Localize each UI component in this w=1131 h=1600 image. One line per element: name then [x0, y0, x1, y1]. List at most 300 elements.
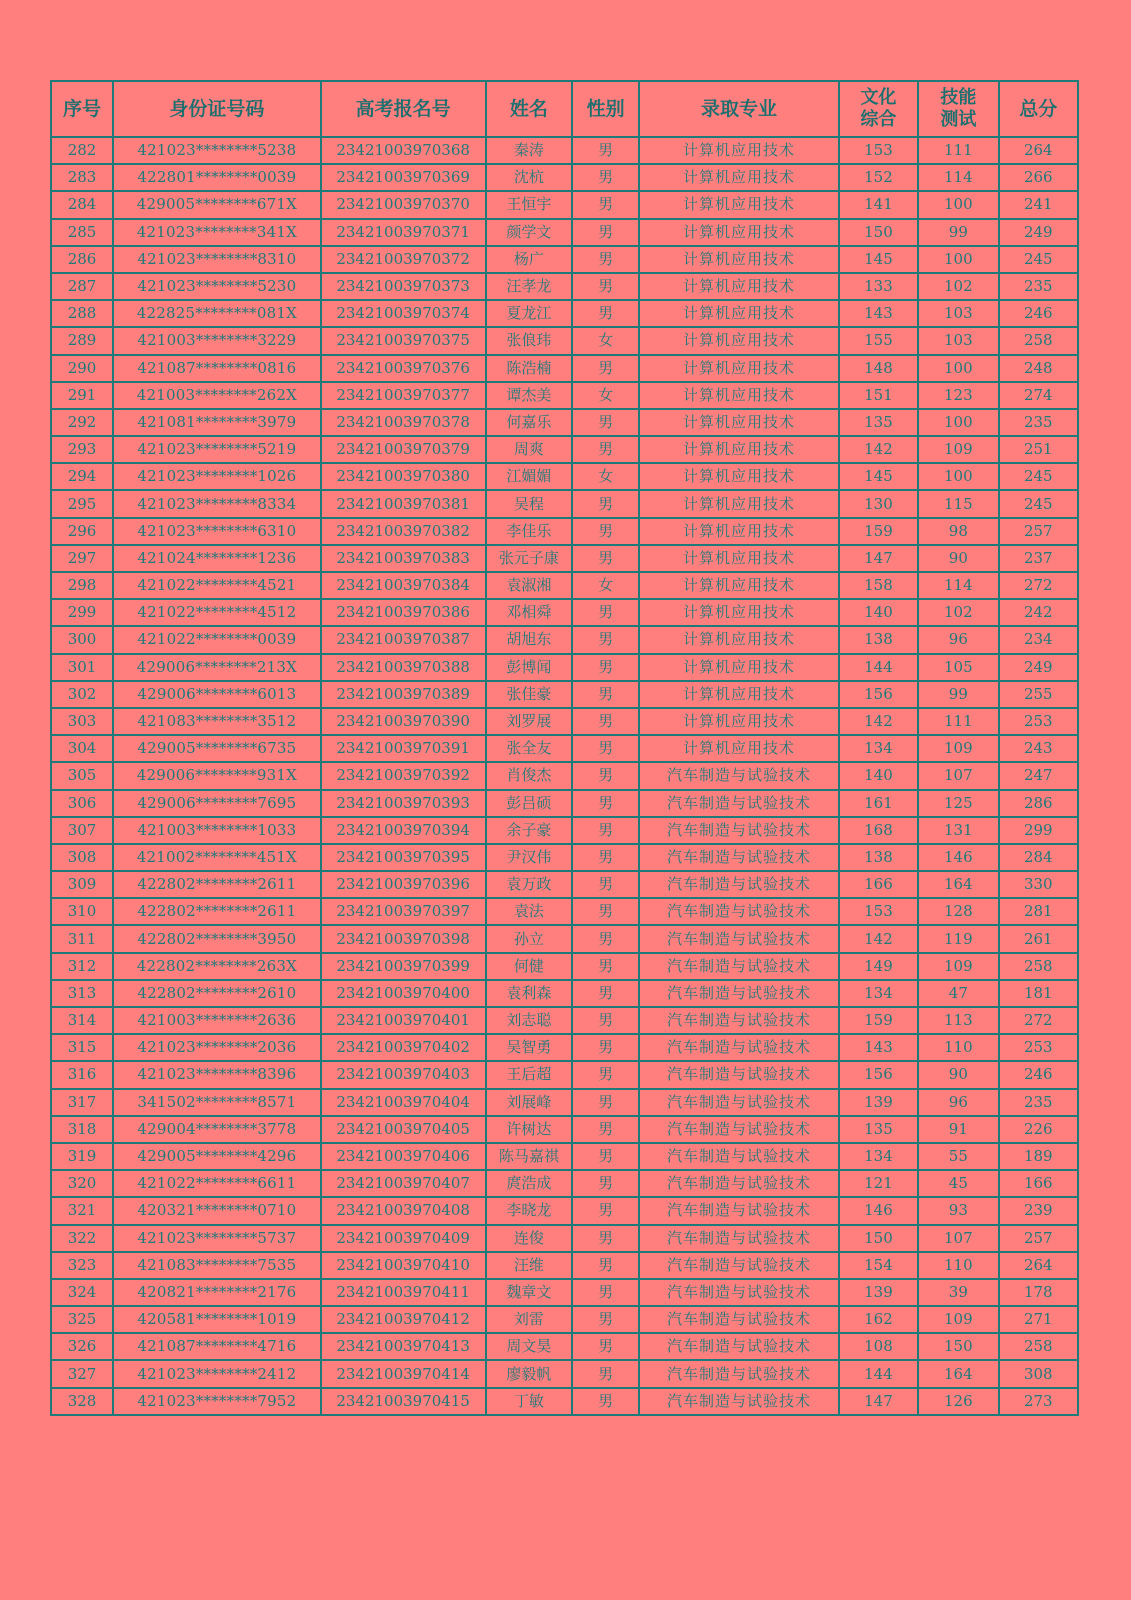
- table-row: [51, 871, 1078, 898]
- cell-id-number: 421003********1033: [113, 817, 321, 844]
- cell-id-number: 421003********262X: [113, 382, 321, 409]
- cell-culture-score: 138: [839, 626, 918, 653]
- table-row: [51, 1143, 1078, 1170]
- cell-total-score: 258: [999, 1333, 1078, 1360]
- cell-admitted-major: 计算机应用技术: [639, 409, 838, 436]
- cell-gender: 男: [572, 1170, 639, 1197]
- cell-gender: 男: [572, 1116, 639, 1143]
- cell-serial: 303: [51, 708, 113, 735]
- cell-skill-test: 100: [918, 191, 998, 218]
- cell-total-score: 235: [999, 1089, 1078, 1116]
- cell-id-number: 429004********3778: [113, 1116, 321, 1143]
- cell-culture-score: 138: [839, 844, 918, 871]
- cell-gender: 男: [572, 1089, 639, 1116]
- cell-name: 尹汉伟: [486, 844, 573, 871]
- cell-serial: 290: [51, 355, 113, 382]
- cell-name: 王后超: [486, 1061, 573, 1088]
- cell-gender: 女: [572, 382, 639, 409]
- cell-culture-score: 156: [839, 1061, 918, 1088]
- cell-name: 胡旭东: [486, 626, 573, 653]
- cell-total-score: 242: [999, 599, 1078, 626]
- cell-serial: 285: [51, 219, 113, 246]
- cell-gender: 男: [572, 1279, 639, 1306]
- cell-name: 秦涛: [486, 137, 573, 164]
- cell-skill-test: 113: [918, 1007, 998, 1034]
- cell-id-number: 421023********1026: [113, 463, 321, 490]
- cell-skill-test: 128: [918, 898, 998, 925]
- header-name: 姓名: [486, 81, 573, 137]
- cell-total-score: 249: [999, 219, 1078, 246]
- cell-total-score: 243: [999, 735, 1078, 762]
- cell-culture-score: 142: [839, 708, 918, 735]
- cell-name: 庹浩成: [486, 1170, 573, 1197]
- cell-culture-score: 159: [839, 1007, 918, 1034]
- table-row: [51, 490, 1078, 517]
- cell-name: 何嘉乐: [486, 409, 573, 436]
- cell-name: 彭吕硕: [486, 790, 573, 817]
- header-admitted-major: 录取专业: [639, 81, 838, 137]
- cell-admitted-major: 汽车制造与试验技术: [639, 1034, 838, 1061]
- cell-name: 谭杰美: [486, 382, 573, 409]
- cell-gender: 女: [572, 572, 639, 599]
- cell-culture-score: 145: [839, 246, 918, 273]
- cell-id-number: 422802********263X: [113, 953, 321, 980]
- cell-exam-registration-number: 23421003970410: [321, 1252, 486, 1279]
- cell-serial: 294: [51, 463, 113, 490]
- table-row: [51, 1333, 1078, 1360]
- cell-serial: 322: [51, 1225, 113, 1252]
- cell-total-score: 253: [999, 1034, 1078, 1061]
- cell-id-number: 420821********2176: [113, 1279, 321, 1306]
- cell-skill-test: 47: [918, 980, 998, 1007]
- cell-exam-registration-number: 23421003970378: [321, 409, 486, 436]
- cell-exam-registration-number: 23421003970412: [321, 1306, 486, 1333]
- cell-admitted-major: 计算机应用技术: [639, 599, 838, 626]
- cell-culture-score: 145: [839, 463, 918, 490]
- cell-skill-test: 150: [918, 1333, 998, 1360]
- cell-gender: 男: [572, 681, 639, 708]
- cell-name: 刘雷: [486, 1306, 573, 1333]
- cell-serial: 300: [51, 626, 113, 653]
- cell-exam-registration-number: 23421003970413: [321, 1333, 486, 1360]
- cell-serial: 299: [51, 599, 113, 626]
- cell-admitted-major: 汽车制造与试验技术: [639, 1170, 838, 1197]
- cell-total-score: 245: [999, 463, 1078, 490]
- cell-name: 魏章文: [486, 1279, 573, 1306]
- cell-id-number: 421083********3512: [113, 708, 321, 735]
- table-row: [51, 1388, 1078, 1415]
- cell-skill-test: 164: [918, 871, 998, 898]
- cell-total-score: 257: [999, 1225, 1078, 1252]
- cell-exam-registration-number: 23421003970399: [321, 953, 486, 980]
- cell-skill-test: 111: [918, 708, 998, 735]
- cell-admitted-major: 汽车制造与试验技术: [639, 1279, 838, 1306]
- cell-gender: 男: [572, 626, 639, 653]
- cell-name: 夏龙江: [486, 300, 573, 327]
- cell-serial: 284: [51, 191, 113, 218]
- cell-serial: 317: [51, 1089, 113, 1116]
- header-id-number: 身份证号码: [113, 81, 321, 137]
- cell-id-number: 421002********451X: [113, 844, 321, 871]
- cell-culture-score: 144: [839, 1360, 918, 1387]
- cell-admitted-major: 计算机应用技术: [639, 137, 838, 164]
- cell-skill-test: 91: [918, 1116, 998, 1143]
- cell-serial: 295: [51, 490, 113, 517]
- cell-total-score: 330: [999, 871, 1078, 898]
- cell-admitted-major: 计算机应用技术: [639, 436, 838, 463]
- cell-culture-score: 143: [839, 300, 918, 327]
- cell-name: 李佳乐: [486, 518, 573, 545]
- cell-admitted-major: 计算机应用技术: [639, 572, 838, 599]
- cell-gender: 男: [572, 708, 639, 735]
- cell-serial: 304: [51, 735, 113, 762]
- table-row: [51, 1225, 1078, 1252]
- cell-total-score: 253: [999, 708, 1078, 735]
- cell-gender: 男: [572, 871, 639, 898]
- cell-total-score: 273: [999, 1388, 1078, 1415]
- cell-id-number: 421023********7952: [113, 1388, 321, 1415]
- cell-id-number: 429005********671X: [113, 191, 321, 218]
- cell-exam-registration-number: 23421003970377: [321, 382, 486, 409]
- cell-skill-test: 109: [918, 1306, 998, 1333]
- cell-name: 汪维: [486, 1252, 573, 1279]
- cell-name: 王恒宇: [486, 191, 573, 218]
- cell-serial: 287: [51, 273, 113, 300]
- cell-id-number: 422825********081X: [113, 300, 321, 327]
- cell-culture-score: 155: [839, 327, 918, 354]
- cell-admitted-major: 汽车制造与试验技术: [639, 817, 838, 844]
- table-row: [51, 817, 1078, 844]
- cell-exam-registration-number: 23421003970371: [321, 219, 486, 246]
- cell-id-number: 429006********6013: [113, 681, 321, 708]
- cell-gender: 男: [572, 1333, 639, 1360]
- cell-name: 周爽: [486, 436, 573, 463]
- cell-culture-score: 147: [839, 545, 918, 572]
- cell-admitted-major: 计算机应用技术: [639, 219, 838, 246]
- cell-serial: 292: [51, 409, 113, 436]
- cell-total-score: 247: [999, 762, 1078, 789]
- cell-exam-registration-number: 23421003970415: [321, 1388, 486, 1415]
- cell-name: 周文昊: [486, 1333, 573, 1360]
- cell-culture-score: 142: [839, 436, 918, 463]
- cell-id-number: 421022********4512: [113, 599, 321, 626]
- cell-exam-registration-number: 23421003970368: [321, 137, 486, 164]
- cell-total-score: 271: [999, 1306, 1078, 1333]
- cell-serial: 315: [51, 1034, 113, 1061]
- cell-gender: 男: [572, 925, 639, 952]
- header-gender: 性别: [572, 81, 639, 137]
- cell-gender: 男: [572, 844, 639, 871]
- cell-exam-registration-number: 23421003970408: [321, 1197, 486, 1224]
- cell-admitted-major: 汽车制造与试验技术: [639, 762, 838, 789]
- cell-total-score: 281: [999, 898, 1078, 925]
- cell-exam-registration-number: 23421003970376: [321, 355, 486, 382]
- cell-total-score: 166: [999, 1170, 1078, 1197]
- cell-name: 袁利森: [486, 980, 573, 1007]
- cell-total-score: 266: [999, 164, 1078, 191]
- cell-skill-test: 100: [918, 409, 998, 436]
- table-row: [51, 599, 1078, 626]
- cell-admitted-major: 汽车制造与试验技术: [639, 1252, 838, 1279]
- table-row: [51, 1116, 1078, 1143]
- table-row: [51, 1252, 1078, 1279]
- cell-id-number: 420321********0710: [113, 1197, 321, 1224]
- cell-name: 邓相舜: [486, 599, 573, 626]
- cell-exam-registration-number: 23421003970391: [321, 735, 486, 762]
- table-row: [51, 953, 1078, 980]
- table-row: [51, 191, 1078, 218]
- cell-exam-registration-number: 23421003970381: [321, 490, 486, 517]
- cell-culture-score: 150: [839, 1225, 918, 1252]
- cell-name: 连俊: [486, 1225, 573, 1252]
- cell-serial: 313: [51, 980, 113, 1007]
- cell-skill-test: 100: [918, 355, 998, 382]
- cell-gender: 男: [572, 898, 639, 925]
- cell-admitted-major: 汽车制造与试验技术: [639, 1388, 838, 1415]
- cell-name: 江媚媚: [486, 463, 573, 490]
- cell-exam-registration-number: 23421003970396: [321, 871, 486, 898]
- cell-name: 袁淑湘: [486, 572, 573, 599]
- cell-exam-registration-number: 23421003970369: [321, 164, 486, 191]
- cell-id-number: 421081********3979: [113, 409, 321, 436]
- table-row: [51, 925, 1078, 952]
- header-row: [51, 81, 1078, 137]
- cell-name: 廖毅帆: [486, 1360, 573, 1387]
- header-culture-score: 文化 综合: [839, 81, 918, 137]
- cell-serial: 306: [51, 790, 113, 817]
- table-row: [51, 1089, 1078, 1116]
- cell-serial: 310: [51, 898, 113, 925]
- table-row: [51, 626, 1078, 653]
- cell-name: 张俍玮: [486, 327, 573, 354]
- cell-admitted-major: 计算机应用技术: [639, 545, 838, 572]
- cell-total-score: 189: [999, 1143, 1078, 1170]
- cell-total-score: 241: [999, 191, 1078, 218]
- cell-total-score: 235: [999, 273, 1078, 300]
- cell-skill-test: 114: [918, 572, 998, 599]
- cell-serial: 324: [51, 1279, 113, 1306]
- cell-admitted-major: 汽车制造与试验技术: [639, 1360, 838, 1387]
- cell-serial: 293: [51, 436, 113, 463]
- cell-culture-score: 140: [839, 762, 918, 789]
- table-row: [51, 1306, 1078, 1333]
- cell-name: 余子豪: [486, 817, 573, 844]
- cell-culture-score: 134: [839, 735, 918, 762]
- cell-exam-registration-number: 23421003970401: [321, 1007, 486, 1034]
- cell-total-score: 248: [999, 355, 1078, 382]
- cell-skill-test: 45: [918, 1170, 998, 1197]
- cell-skill-test: 103: [918, 300, 998, 327]
- cell-name: 汪孝龙: [486, 273, 573, 300]
- cell-gender: 男: [572, 219, 639, 246]
- cell-admitted-major: 计算机应用技术: [639, 654, 838, 681]
- cell-skill-test: 90: [918, 545, 998, 572]
- cell-culture-score: 144: [839, 654, 918, 681]
- table-header: [51, 81, 1078, 137]
- cell-exam-registration-number: 23421003970370: [321, 191, 486, 218]
- cell-id-number: 421023********6310: [113, 518, 321, 545]
- cell-culture-score: 142: [839, 925, 918, 952]
- cell-total-score: 286: [999, 790, 1078, 817]
- cell-gender: 男: [572, 762, 639, 789]
- cell-admitted-major: 计算机应用技术: [639, 382, 838, 409]
- cell-total-score: 272: [999, 572, 1078, 599]
- cell-skill-test: 55: [918, 1143, 998, 1170]
- table-row: [51, 980, 1078, 1007]
- cell-admitted-major: 汽车制造与试验技术: [639, 925, 838, 952]
- cell-serial: 312: [51, 953, 113, 980]
- cell-skill-test: 114: [918, 164, 998, 191]
- cell-culture-score: 134: [839, 980, 918, 1007]
- cell-id-number: 421023********2036: [113, 1034, 321, 1061]
- cell-total-score: 257: [999, 518, 1078, 545]
- table-row: [51, 844, 1078, 871]
- table-row: [51, 463, 1078, 490]
- table-row: [51, 708, 1078, 735]
- cell-exam-registration-number: 23421003970388: [321, 654, 486, 681]
- cell-name: 杨广: [486, 246, 573, 273]
- cell-exam-registration-number: 23421003970393: [321, 790, 486, 817]
- cell-gender: 女: [572, 463, 639, 490]
- cell-serial: 327: [51, 1360, 113, 1387]
- cell-total-score: 249: [999, 654, 1078, 681]
- table-row: [51, 1034, 1078, 1061]
- cell-exam-registration-number: 23421003970374: [321, 300, 486, 327]
- cell-culture-score: 158: [839, 572, 918, 599]
- header-total-score: 总分: [999, 81, 1078, 137]
- cell-total-score: 272: [999, 1007, 1078, 1034]
- cell-admitted-major: 汽车制造与试验技术: [639, 844, 838, 871]
- cell-serial: 282: [51, 137, 113, 164]
- cell-skill-test: 119: [918, 925, 998, 952]
- cell-serial: 326: [51, 1333, 113, 1360]
- cell-gender: 男: [572, 599, 639, 626]
- cell-serial: 319: [51, 1143, 113, 1170]
- cell-culture-score: 168: [839, 817, 918, 844]
- cell-gender: 男: [572, 790, 639, 817]
- cell-skill-test: 103: [918, 327, 998, 354]
- cell-culture-score: 154: [839, 1252, 918, 1279]
- cell-gender: 男: [572, 300, 639, 327]
- cell-admitted-major: 计算机应用技术: [639, 681, 838, 708]
- table-row: [51, 518, 1078, 545]
- cell-culture-score: 150: [839, 219, 918, 246]
- cell-skill-test: 111: [918, 137, 998, 164]
- cell-gender: 女: [572, 327, 639, 354]
- cell-id-number: 422802********2611: [113, 871, 321, 898]
- cell-exam-registration-number: 23421003970373: [321, 273, 486, 300]
- cell-name: 袁万政: [486, 871, 573, 898]
- cell-admitted-major: 汽车制造与试验技术: [639, 898, 838, 925]
- cell-total-score: 235: [999, 409, 1078, 436]
- admission-list-sheet: [50, 80, 1079, 1416]
- cell-gender: 男: [572, 1007, 639, 1034]
- cell-name: 许树达: [486, 1116, 573, 1143]
- cell-gender: 男: [572, 654, 639, 681]
- cell-gender: 男: [572, 164, 639, 191]
- cell-id-number: 429006********7695: [113, 790, 321, 817]
- cell-skill-test: 110: [918, 1034, 998, 1061]
- cell-id-number: 421003********2636: [113, 1007, 321, 1034]
- table-row: [51, 1170, 1078, 1197]
- cell-admitted-major: 计算机应用技术: [639, 490, 838, 517]
- cell-id-number: 421003********3229: [113, 327, 321, 354]
- cell-id-number: 421087********4716: [113, 1333, 321, 1360]
- cell-skill-test: 105: [918, 654, 998, 681]
- cell-gender: 男: [572, 735, 639, 762]
- cell-culture-score: 162: [839, 1306, 918, 1333]
- header-skill-test: 技能 测试: [918, 81, 998, 137]
- cell-id-number: 421023********8310: [113, 246, 321, 273]
- table-row: [51, 898, 1078, 925]
- cell-gender: 男: [572, 1225, 639, 1252]
- table-row: [51, 300, 1078, 327]
- cell-total-score: 181: [999, 980, 1078, 1007]
- cell-exam-registration-number: 23421003970397: [321, 898, 486, 925]
- cell-id-number: 421022********4521: [113, 572, 321, 599]
- cell-gender: 男: [572, 1143, 639, 1170]
- header-serial: 序号: [51, 81, 113, 137]
- cell-name: 袁法: [486, 898, 573, 925]
- cell-total-score: 274: [999, 382, 1078, 409]
- cell-exam-registration-number: 23421003970383: [321, 545, 486, 572]
- table-row: [51, 1279, 1078, 1306]
- cell-admitted-major: 计算机应用技术: [639, 355, 838, 382]
- cell-admitted-major: 汽车制造与试验技术: [639, 980, 838, 1007]
- cell-admitted-major: 计算机应用技术: [639, 300, 838, 327]
- cell-admitted-major: 汽车制造与试验技术: [639, 1089, 838, 1116]
- table-row: [51, 355, 1078, 382]
- cell-total-score: 308: [999, 1360, 1078, 1387]
- cell-id-number: 421023********8396: [113, 1061, 321, 1088]
- cell-serial: 311: [51, 925, 113, 952]
- cell-skill-test: 164: [918, 1360, 998, 1387]
- cell-gender: 男: [572, 953, 639, 980]
- cell-total-score: 258: [999, 953, 1078, 980]
- cell-skill-test: 99: [918, 681, 998, 708]
- cell-admitted-major: 汽车制造与试验技术: [639, 1333, 838, 1360]
- table-row: [51, 219, 1078, 246]
- cell-total-score: 258: [999, 327, 1078, 354]
- cell-culture-score: 140: [839, 599, 918, 626]
- cell-culture-score: 156: [839, 681, 918, 708]
- cell-exam-registration-number: 23421003970404: [321, 1089, 486, 1116]
- cell-id-number: 421022********0039: [113, 626, 321, 653]
- cell-exam-registration-number: 23421003970379: [321, 436, 486, 463]
- cell-total-score: 239: [999, 1197, 1078, 1224]
- cell-id-number: 422802********2610: [113, 980, 321, 1007]
- cell-id-number: 421087********0816: [113, 355, 321, 382]
- cell-admitted-major: 汽车制造与试验技术: [639, 1306, 838, 1333]
- cell-total-score: 246: [999, 1061, 1078, 1088]
- cell-culture-score: 134: [839, 1143, 918, 1170]
- cell-id-number: 422802********3950: [113, 925, 321, 952]
- table-row: [51, 762, 1078, 789]
- cell-skill-test: 100: [918, 463, 998, 490]
- cell-skill-test: 96: [918, 1089, 998, 1116]
- cell-total-score: 261: [999, 925, 1078, 952]
- cell-exam-registration-number: 23421003970386: [321, 599, 486, 626]
- cell-name: 何健: [486, 953, 573, 980]
- cell-serial: 286: [51, 246, 113, 273]
- cell-culture-score: 130: [839, 490, 918, 517]
- cell-culture-score: 161: [839, 790, 918, 817]
- table-row: [51, 409, 1078, 436]
- cell-skill-test: 107: [918, 1225, 998, 1252]
- cell-exam-registration-number: 23421003970403: [321, 1061, 486, 1088]
- cell-admitted-major: 计算机应用技术: [639, 518, 838, 545]
- cell-id-number: 421023********5219: [113, 436, 321, 463]
